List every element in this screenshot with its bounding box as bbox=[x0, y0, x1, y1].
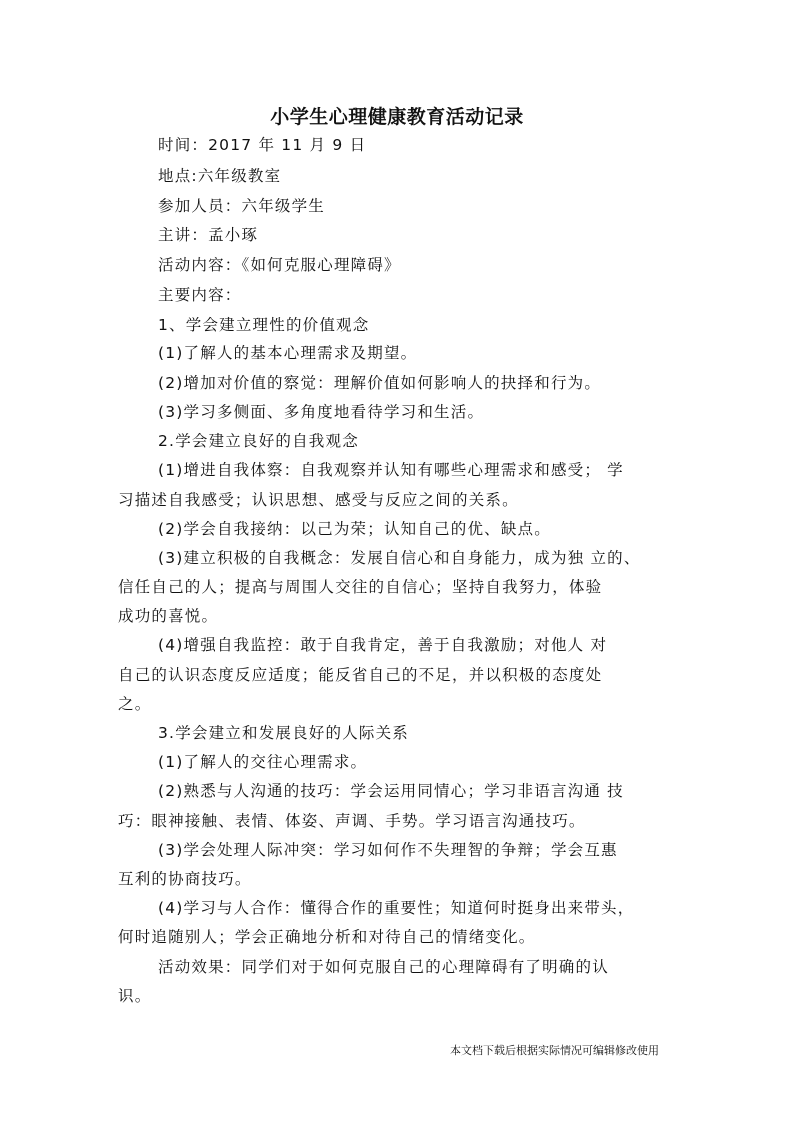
topic-line: 活动内容：《如何克服心理障碍》 bbox=[158, 256, 401, 274]
effect-line: 活动效果：同学们对于如何克服自己的心理障碍有了明确的认 bbox=[158, 958, 609, 976]
list-item: (2)熟悉与人沟通的技巧：学会运用同情心；学习非语言沟通 技 bbox=[158, 782, 624, 800]
main-content-label: 主要内容： bbox=[158, 286, 242, 304]
section-heading: 1、学会建立理性的价值观念 bbox=[158, 316, 370, 334]
page-title: 小学生心理健康教育活动记录 bbox=[270, 106, 524, 128]
place-line: 地点:六年级教室 bbox=[158, 167, 282, 185]
list-item: (1)了解人的基本心理需求及期望。 bbox=[158, 344, 418, 362]
list-item-continuation: 自己的认识态度反应适度；能反省自己的不足，并以积极的态度处 bbox=[118, 666, 603, 684]
list-item: (4)学习与人合作：懂得合作的重要性；知道何时挺身出来带头， bbox=[158, 899, 635, 917]
list-item-continuation: 信任自己的人；提高与周围人交往的自信心；坚持自我努力，体验 bbox=[118, 578, 603, 596]
list-item-continuation: 巧：眼神接触、表情、体姿、声调、手势。学习语言沟通技巧。 bbox=[118, 812, 586, 830]
participants-line: 参加人员：六年级学生 bbox=[158, 197, 326, 215]
list-item: (2)学会自我接纳：以己为荣；认知自己的优、缺点。 bbox=[158, 520, 551, 538]
list-item: (3)学习多侧面、多角度地看待学习和生活。 bbox=[158, 403, 485, 421]
section-heading: 2.学会建立良好的自我观念 bbox=[158, 432, 359, 450]
list-item: (4)增强自我监控：敢于自我肯定，善于自我激励；对他人 对 bbox=[158, 636, 608, 654]
list-item-continuation: 之。 bbox=[118, 695, 152, 713]
list-item: (3)建立积极的自我概念：发展自信心和自身能力，成为独 立的、 bbox=[158, 549, 641, 567]
list-item-continuation: 互利的协商技巧。 bbox=[118, 870, 252, 888]
list-item: (2)增加对价值的察觉：理解价值如何影响人的抉择和行为。 bbox=[158, 374, 602, 392]
footer-note: 本文档下载后根据实际情况可编辑修改使用 bbox=[450, 1044, 659, 1057]
time-line: 时间：2017 年 11 月 9 日 bbox=[158, 136, 367, 154]
list-item-continuation: 何时追随别人；学会正确地分析和对待自己的情绪变化。 bbox=[118, 928, 536, 946]
effect-continuation: 识。 bbox=[118, 987, 152, 1005]
list-item-continuation: 成功的喜悦。 bbox=[118, 607, 219, 625]
list-item-continuation: 习描述自我感受；认识思想、感受与反应之间的关系。 bbox=[118, 491, 519, 509]
speaker-line: 主讲：孟小琢 bbox=[158, 226, 259, 244]
section-heading: 3.学会建立和发展良好的人际关系 bbox=[158, 724, 409, 742]
list-item: (3)学会处理人际冲突：学习如何作不失理智的争辩；学会互惠 bbox=[158, 841, 618, 859]
list-item: (1)增进自我体察：自我观察并认知有哪些心理需求和感受； 学 bbox=[158, 461, 624, 479]
list-item: (1)了解人的交往心理需求。 bbox=[158, 753, 368, 771]
